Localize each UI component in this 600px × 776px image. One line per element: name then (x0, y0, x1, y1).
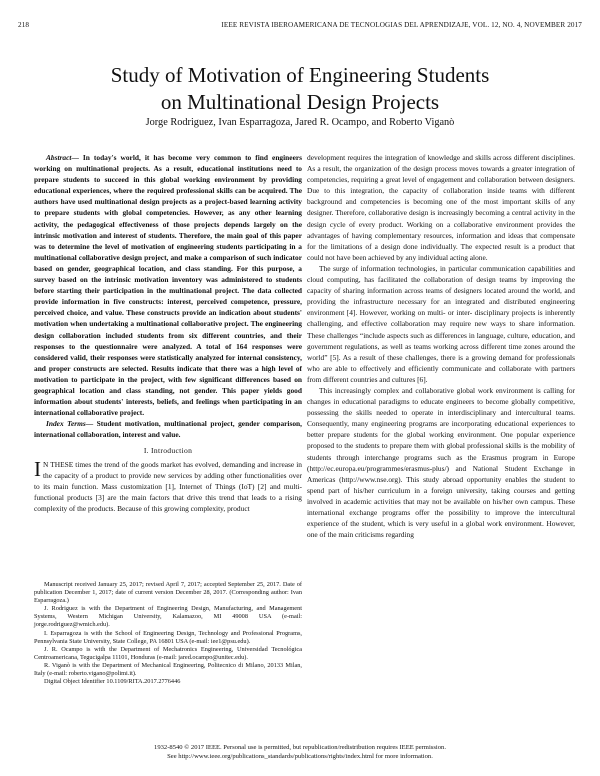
footnote-author-esparragoza: I. Esparragoza is with the School of Engineering Design, Technology and Professional Programs, Pennsylvania State University, State College, PA 16801 USA (e-mail: iee1@psu.edu). (34, 629, 302, 645)
footnote-author-ocampo: J. R. Ocampo is with the Department of Mechatronics Engineering, Universidad Tecnológica Centroamericana, Tegucigalpa 11101, Honduras (e-mail: jared.ocampo@unitec.edu). (34, 645, 302, 661)
journal-running-title: IEEE REVISTA IBEROAMERICANA DE TECNOLOGIAS DEL APRENDIZAJE, VOL. 12, NO. 4, NOVEMBER 2017 (221, 21, 582, 29)
title-line-1: Study of Motivation of Engineering Students (110, 63, 490, 87)
footnote-manuscript: Manuscript received January 25, 2017; revised April 7, 2017; accepted September 25, 2017. Date of publication December 1, 2017; date of current version December 28, 2017. (Corresponding author: Ivan Esparragoza.) (34, 581, 302, 605)
paper-title (40, 62, 560, 116)
index-terms-body: — Student motivation, multinational project, gender comparison, international collaboration, interest and value. (34, 419, 303, 440)
drop-cap: I (34, 456, 41, 481)
page-number: 218 (18, 21, 30, 29)
intro-paragraph (34, 456, 302, 514)
copyright-line: 1932-8540 © 2017 IEEE. Personal use is permitted, but republication/redistribution requires IEEE permission. (154, 744, 446, 751)
abstract (34, 152, 302, 418)
body-paragraph: The surge of information technologies, in particular communication capabilities and cloud computing, has facilitated the collaboration of design teams by improving the capacity of sharing information across teams of designers located around the world, and providing the infrastructure necessary for an integrated and distributed engineering environment [4]. However, working on multi- or inter- disciplinary projects is inherently challenging, and effective collaboration may require new ways to share information. These challenges “include aspects such as differences in language, culture, education, and government regulations, as well as teams working across different time zones around the world” [5]. As a result of these challenges, there is a growing demand for professionals who are able to effectively and efficiently communicate and collaborate with partners from different countries and cultures [6]. (307, 263, 575, 384)
abstract-lead: Abstract (46, 153, 72, 162)
left-column (34, 152, 302, 514)
body-paragraph: This increasingly complex and collaborative global work environment is calling for changes in educational paradigms to educate engineers to become globally competitive, possessing the skills needed to operate in interdisciplinary and intercultural teams. Consequently, many engineering programs are incorporating educational experiences to better prepare students for the global working environment. One popular experience proposed to the students to prepare them with global professional skills is the mobility of students through interchange programs such as the Erasmus program in Europe (http://ec.europa.eu/programmes/erasmus-plus/) and National Student Exchange in Americas (http://www.nse.org). This study abroad opportunity enables the student to spend part of his/her curriculum in a foreign university, taking courses and getting involved in academic activities that may not be available on his/her own campus. These international exchange programs offer the possibility to improve the intercultural experience of the student, which is very useful in a global work environment. However, one of the main criticisms regarding (307, 385, 575, 540)
index-terms (34, 418, 302, 440)
copyright-footer (20, 743, 580, 761)
author-list: Jorge Rodriguez, Ivan Esparragoza, Jared R. Ocampo, and Roberto Viganò (145, 117, 455, 128)
footnotes (34, 581, 302, 686)
body-paragraph: development requires the integration of knowledge and skills across different disciplines. As a result, the organization of the design process moves towards a greater integration of competencies, requiring a great level of engagement and collaboration between designers. Due to this integration, the capacity of collaboration inside teams with different background and competencies is becoming one of the most important skills of any designer. Therefore, collaborative design is increasingly becoming a central activity in the design cycle of every product. Working on a collaborative environment provides the advantages of having complementary resources, information and ideas that compensate for the limitations of a design done individually. The expected result is a product that could not have been achieved by any individual acting alone. (307, 153, 575, 262)
footnote-doi: Digital Object Identifier 10.1109/RITA.2017.2776446 (44, 678, 181, 686)
footnote-author-rodriguez: J. Rodriguez is with the Department of Engineering Design, Manufacturing, and Management Systems, Western Michigan University, Kalamazoo, MI 49008 USA (e-mail: jorge.rodriguez@wmich.edu). (34, 605, 302, 629)
index-terms-lead: Index Terms (46, 419, 86, 429)
intro-text: N THESE times the trend of the goods market has evolved, demanding and increase in the capacity of a product to provide new services by adding other functionalities over to its main function. Mass customization [1], Internet of Things (IoT) [2] and multi-functional products [3] are the main factors that drive this trend that leads to a rising complexity of the products. Because of this growing complexity, product (34, 459, 302, 513)
running-header (18, 21, 582, 33)
section-heading: I. Introduction (143, 446, 193, 456)
right-column (307, 152, 575, 540)
abstract-body: — In today's world, it has become very common to find engineers working on multinational projects. As a result, educational institutions need to prepare students to succeed in this global working environment by providing educational experiences, where the required professional skills can be acquired. The authors have used multinational design projects as a project-based learning activity to prepare students with global competencies. However, as any other learning activity, the pedagogical effectiveness of those projects depends largely on the intrinsic motivation and interest of students. Therefore, the main goal of this paper was to determine the level of motivation of engineering students participating in a multinational collaborative design project, and make a comparison of such indicator based on gender, geographical location, and class standing. For this purpose, a survey based on the intrinsic motivation inventory was administered to students before starting their participation in the multinational project. The data collected provide information in five constructs: interest, perceived competence, pressure, perceived choice, and value. These constructs provide an indication about students' motivation when undertaking a multinational collaborative project. The engineering design collaboration included students from six different countries, and their responses to the questionnaire were analyzed. A total of 164 responses were considered valid, their responses were statistically analyzed for internal consistency, and proper constructs are selected. Results indicate that there was a high level of motivation to participate in the project, with few significant differences based on geographical location and class standing, not gender. This paper yields good information about students' interests, beliefs, and feelings when participating in an international collaborative project. (34, 153, 302, 418)
footnote-author-vigano: R. Viganò is with the Department of Mechanical Engineering, Politecnico di Milano, 20133 Milan, Italy (e-mail: roberto.vigano@polimi.it). (34, 661, 302, 678)
title-line-2: on Multinational Design Projects (160, 90, 440, 114)
rights-link-line: See http://www.ieee.org/publications_standards/publications/rights/index.html for more information. (167, 753, 433, 760)
